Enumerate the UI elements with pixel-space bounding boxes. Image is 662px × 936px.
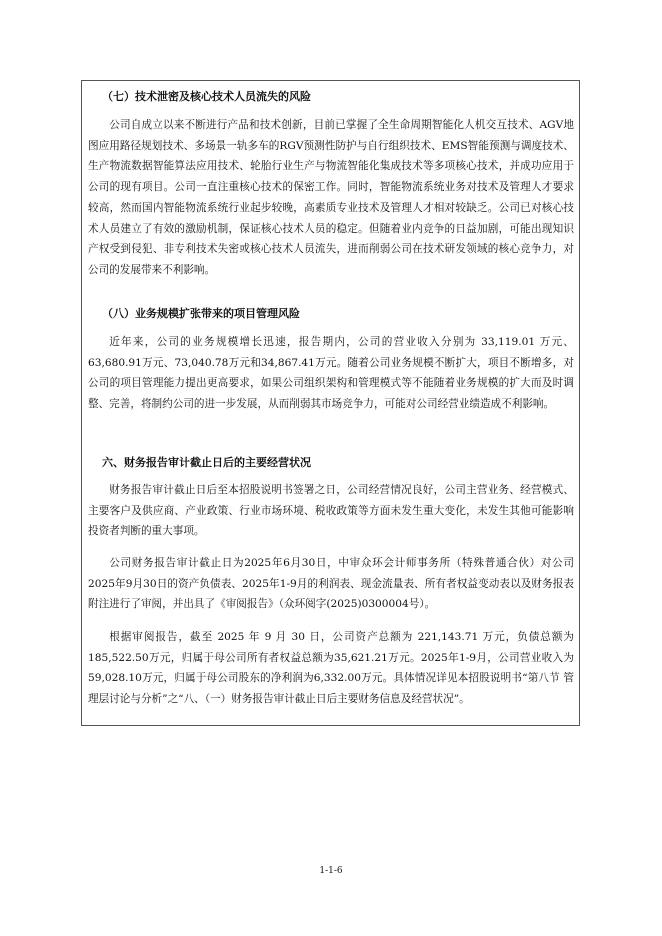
section-8-paragraph: 近年来，公司的业务规模增长迅速，报告期内，公司的营业收入分别为 33,119.01 万元、63,680.91万元、73,040.78万元和34,867.41万元。随着公司业务规模不断扩大，项目不断增多，对公司的项目管理能力提出更高要求，如果公司组织架构和管理模式等不能随着业务规模的扩大而及时调整、完善，将制约公司的进一步发展，从而削弱其市场竞争力，可能对公司经营业绩造成不利影响。 <box>88 336 574 411</box>
section-heading-7: （七）技术泄密及核心技术人员流失的风险 <box>102 90 311 103</box>
section-6-paragraph-2: 公司财务报告审计截止日为2025年6月30日，中审众环会计师事务所（特殊普通合伙）对公司2025年9月30日的资产负债表、2025年1-9月的利润表、现金流量表、所有者权益变动表以及财务报表附注进行了审阅，并出具了《审阅报告》（众环阅字(2025)0300004号）。 <box>88 557 574 611</box>
page-number: 1-1-6 <box>319 866 343 876</box>
section-6-paragraph-1: 财务报告审计截止日后至本招股说明书签署之日，公司经营情况良好，公司主营业务、经营模式、主要客户及供应商、产业政策、行业市场环境、税收政策等方面未发生重大变化，未发生其他可能影响投资者判断的重大事项。 <box>88 484 574 538</box>
section-heading-6: 六、财务报告审计截止日后的主要经营状况 <box>102 456 311 469</box>
section-6-paragraph-3: 根据审阅报告，截至 2025 年 9 月 30 日，公司资产总额为 221,143.71 万元，负债总额为185,522.50万元，归属于母公司所有者权益总额为35,621.21万元。2025年1-9月，公司营业收入为59,028.10万元，归属于母公司股东的净利润为6,332.00万元。具体情况详见本招股说明书“第八节 管理层讨论与分析”之“八、（一）财务报告审计截止日后主要财务信息及经营状况”。 <box>88 631 574 706</box>
section-heading-8: （八）业务规模扩张带来的项目管理风险 <box>102 307 300 320</box>
section-7-paragraph: 公司自成立以来不断进行产品和技术创新，目前已掌握了全生命周期智能化人机交互技术、AGV地图应用路径规划技术、多场景一轨多车的RGV预测性防护与自行组织技术、EMS智能预测与调度技术、生产物流数据智能算法应用技术、轮胎行业生产与物流智能化集成技术等多项核心技术，并成功应用于公司的现有项目。公司一直注重核心技术的保密工作。同时，智能物流系统业务对技术及管理人才要求较高，然而国内智能物流系统行业起步较晚，高素质专业技术及管理人才相对较缺乏。公司已对核心技术人员建立了有效的激励机制，保证核心技术人员的稳定。但随着业内竞争的日益加剧，可能出现知识产权受到侵犯、非专利技术失密或核心技术人员流失，进而削弱公司在技术研发领域的核心竞争力，对公司的发展带来不利影响。 <box>88 119 574 276</box>
